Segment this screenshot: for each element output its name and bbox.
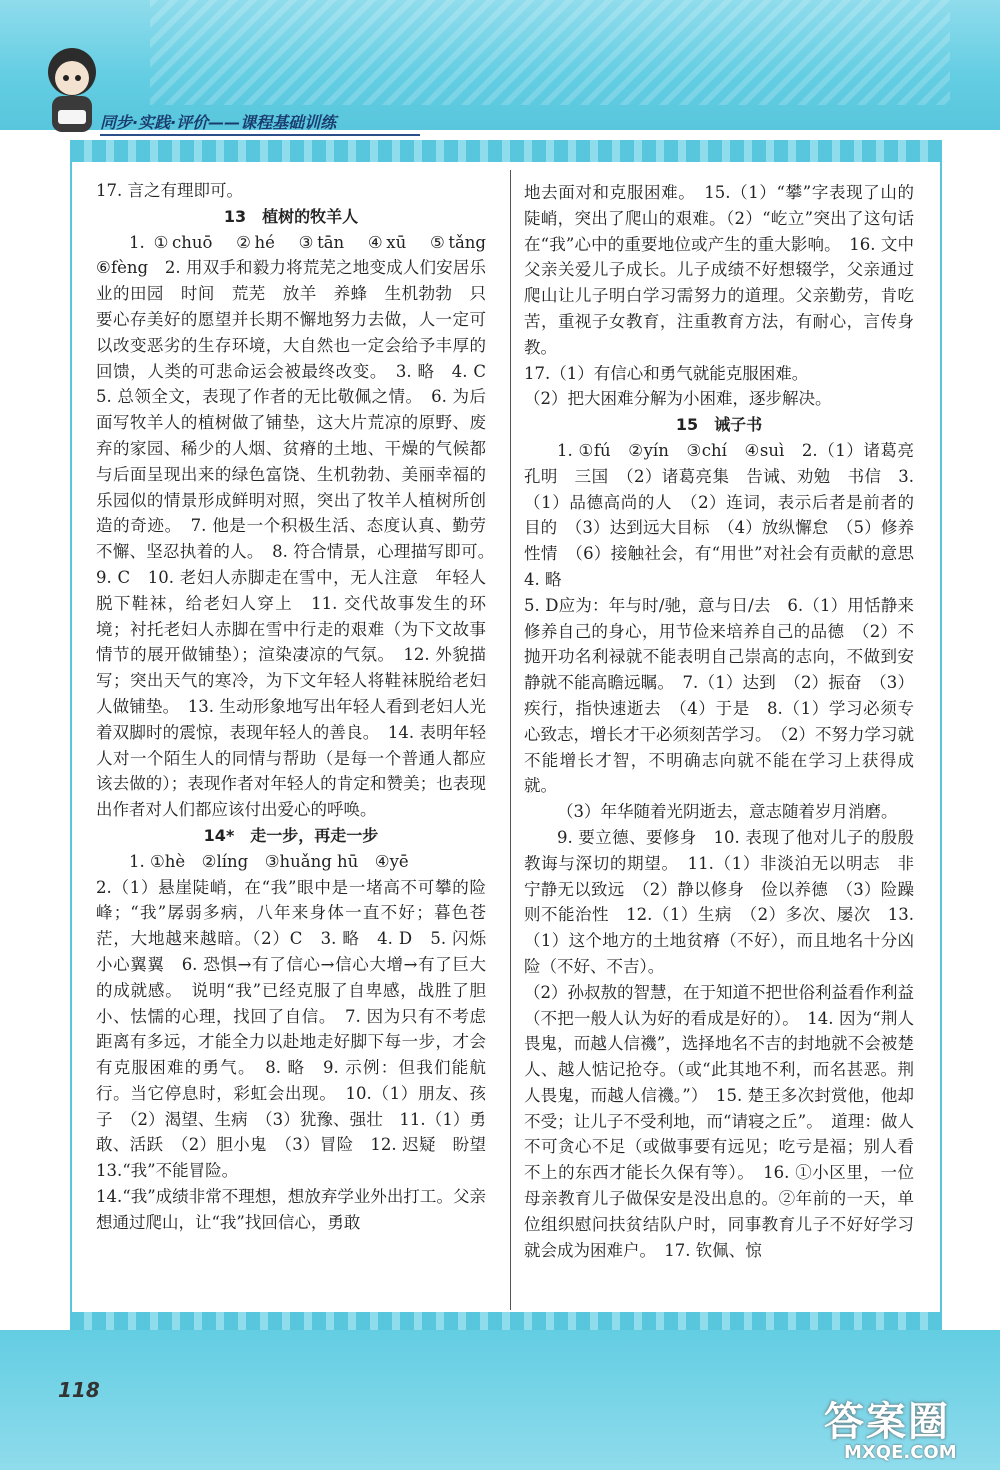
answer-paragraph: 2.（1）悬崖陡峭，在“我”眼中是一堵高不可攀的险峰；“我”孱弱多病，八年来身体一直不好；暮色苍茫，大地越来越暗。（2）C 3. 略 4. D 5. 闪烁 小心翼翼 6. 恐惧→有了信心→信心大增→有了巨大的成就感。 说明“我”已经克服了自卑感，战胜了胆小、怯懦的心理，找回了自信。 7. 因为只有不考虑距离有多远，才能全力以赴地走好脚下每一步，才会有克服困难的勇气。 8. 略 9. 示例：但我们能航行。当它停息时，彩虹会出现。 10.（1）朋友、孩子 （2）渴望、生病 （3）犹豫、强壮 11.（1）勇敢、活跃 （2）胆小鬼 （3）冒险 12. 迟疑 盼望 13.“我”不能冒险。	[96, 877, 503, 1181]
answer-paragraph: 1. ①hè ②líng ③huǎng hū ④yē	[129, 851, 409, 871]
answer-paragraph: 17. 言之有理即可。	[96, 181, 243, 200]
answer-paragraph: 9. 要立德、要修身 10. 表现了他对儿子的殷殷教诲与深切的期望。 11.（1）非淡泊无以明志 非宁静无以致远 （2）静以修身 俭以养德 （3）险躁则不能治性 12.（1）生病 （2）多次、屡次 13.（1）这个地方的土地贫瘠（不好），而且地名十分凶险（不好、不吉）。	[524, 827, 914, 976]
left-column	[96, 178, 503, 1236]
page-number: 118	[58, 1378, 100, 1402]
section-heading-15: 15 诫子书	[675, 415, 763, 435]
header-title: 同步·实践·评价——课程基础训练	[100, 113, 337, 132]
watermark-url: MXQE.COM	[844, 1442, 957, 1463]
answer-paragraph: 5. D应为：年与时/驰，意与日/去 6.（1）用恬静来修养自己的身心，用节俭来培养自己的品德 （2）不抛开功名利禄就不能表明自己崇高的志向，不做到安静就不能高瞻远瞩。 7.（1）达到 （2）振奋 （3）疾行，指快速逝去 （4）于是 8.（1）学习必须专心致志，增长才干必须刻苦学习。 （2）不努力学习就不能增长才智，不明确志向就不能在学习上获得成就。	[524, 595, 914, 796]
watermark-logo: 答案圈	[824, 1399, 950, 1445]
answer-paragraph: 1. ①chuō ②hé ③tān ④xū ⑤tǎng ⑥fèng 2. 用双手和毅力将荒芜之地变成人们安居乐业的田园 时间 荒芜 放羊 养蜂 生机勃勃 只要心存美好的愿望并长期不懈地努力去做，人一定可以改变恶劣的生存环境，大自然也一定会给予丰厚的回馈，人类的可悲命运会被最终改变。 3. 略 4. C 5. 总领全文，表现了作者的无比敬佩之情。 6. 为后面写牧羊人的植树做了铺垫，这大片荒凉的原野、废弃的家园、稀少的人烟、贫瘠的土地、干燥的气候都与后面呈现出来的绿色富饶、生机勃勃、美丽幸福的乐园似的情景形成鲜明对照，突出了牧羊人植树所创造的奇迹。 7. 他是一个积极生活、态度认真、勤劳不懈、坚忍执着的人。 8. 符合情景，心理描写即可。 9. C 10. 老妇人赤脚走在雪中，无人注意 年轻人脱下鞋袜，给老妇人穿上 11. 交代故事发生的环境；衬托老妇人赤脚在雪中行走的艰难（为下文故事情节的展开做铺垫）；渲染凄凉的气氛。 12. 外貌描写；突出天气的寒冷，为下文年轻人将鞋袜脱给老妇人做铺垫。 13. 生动形象地写出年轻人看到老妇人光着双脚时的震惊，表现年轻人的善良。 14. 表明年轻人对一个陌生人的同情与帮助（是每一个普通人都应该去做的）；表现作者对年轻人的肯定和赞美；也表现出作者对人们都应该付出爱心的呼唤。	[96, 232, 503, 820]
right-column	[524, 180, 931, 1263]
mascot-icon	[36, 40, 108, 140]
answer-paragraph: （2）把大困难分解为小困难，逐步解决。	[524, 389, 832, 409]
answer-paragraph: 14.“我”成绩非常不理想，想放弃学业外出打工。父亲想通过爬山，让“我”找回信心，勇敢	[96, 1187, 486, 1232]
answer-paragraph: （3）年华随着光阴逝去，意志随着岁月消磨。	[557, 802, 898, 822]
header-underline	[100, 134, 420, 136]
answer-paragraph: （2）孙叔敖的智慧，在于知道不把世俗利益看作利益（不把一般人认为好的看成是好的）。 14. 因为“荆人畏鬼，而越人信禨”，选择地名不吉的封地就不会被楚人、越人惦记抢夺。（或“此其地不利，而名甚恶。荆人畏鬼，而越人信禨。”） 15. 楚王多次封赏他，他却不受；让儿子不受利地，而“请寝之丘”。 道理：做人不可贪心不足（或做事要有远见；吃亏是福；别人看不上的东西才能长久保有等）。 16. ①小区里，一位母亲教育儿子做保安是没出息的。②年前的一天，单位组织慰问扶贫结队户时，同事教育儿子不好好学习就会成为困难户。 17. 钦佩、惊	[524, 982, 914, 1260]
answer-paragraph: 17.（1）有信心和勇气就能克服困难。	[524, 363, 809, 383]
frame-top-border	[70, 140, 942, 162]
answer-paragraph: 1. ①fú ②yín ③chí ④suì 2.（1）诸葛亮 孔明 三国 （2）诸葛亮集 告诫、劝勉 书信 3.（1）品德高尚的人 （2）连词，表示后者是前者的目的 （3）达到远大目标 （4）放纵懈怠 （5）修养性情 （6）接触社会，有“用世”对社会有贡献的意思 4. 略	[524, 440, 931, 589]
answer-paragraph: 地去面对和克服困难。 15.（1）“攀”字表现了山的陡峭，突出了爬山的艰难。（2）“屹立”突出了这句话在“我”心中的重要地位或产生的重大影响。 16. 文中父亲关爱儿子成长。儿子成绩不好想辍学，父亲通过爬山让儿子明白学习需努力的道理。父亲勤劳，肯吃苦，重视子女教育，注重教育方法，有耐心，言传身教。	[524, 183, 914, 357]
column-divider	[510, 170, 511, 1310]
frame-bottom-border	[70, 1312, 942, 1332]
header-decoration	[150, 0, 950, 105]
section-heading-13: 13 植树的牧羊人	[223, 206, 359, 226]
section-heading-14: 14* 走一步，再走一步	[203, 825, 379, 845]
